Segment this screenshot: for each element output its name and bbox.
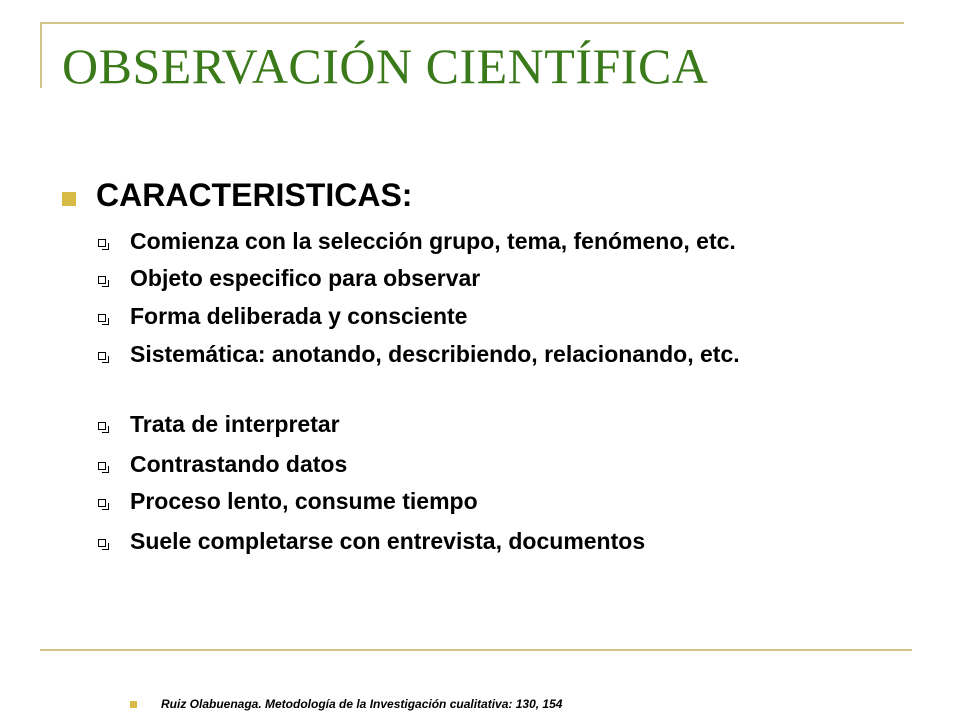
title-frame-top-line — [40, 22, 904, 24]
square-bullet-icon — [62, 192, 76, 206]
footer-divider — [40, 649, 912, 651]
list-item-text: Proceso lento, consume tiempo — [130, 488, 478, 514]
title-frame-left-line — [40, 22, 42, 88]
list-item-text: Objeto especifico para observar — [130, 265, 481, 291]
checkbox-bullet-icon — [98, 462, 106, 470]
footer-bullet-icon — [130, 701, 137, 708]
list-item-text: Contrastando datos — [130, 451, 348, 477]
checkbox-bullet-icon — [98, 314, 106, 322]
slide-title: OBSERVACIÓN CIENTÍFICA — [62, 38, 709, 94]
list-item-text: Comienza con la selección grupo, tema, fenómeno, etc. — [130, 228, 736, 254]
list-item-text: Sistemática: anotando, describiendo, relacionando, etc. — [130, 341, 740, 367]
checkbox-bullet-icon — [98, 276, 106, 284]
list-item-text: Trata de interpretar — [130, 411, 340, 437]
footer-citation: Ruiz Olabuenaga. Metodología de la Investigación cualitativa: 130, 154 — [161, 697, 563, 711]
checkbox-bullet-icon — [98, 539, 106, 547]
list-item-text: Forma deliberada y consciente — [130, 303, 468, 329]
checkbox-bullet-icon — [98, 422, 106, 430]
checkbox-bullet-icon — [98, 352, 106, 360]
checkbox-bullet-icon — [98, 499, 106, 507]
section-heading: CARACTERISTICAS: — [96, 177, 413, 213]
checkbox-bullet-icon — [98, 239, 106, 247]
list-item-text: Suele completarse con entrevista, documentos — [130, 528, 646, 554]
